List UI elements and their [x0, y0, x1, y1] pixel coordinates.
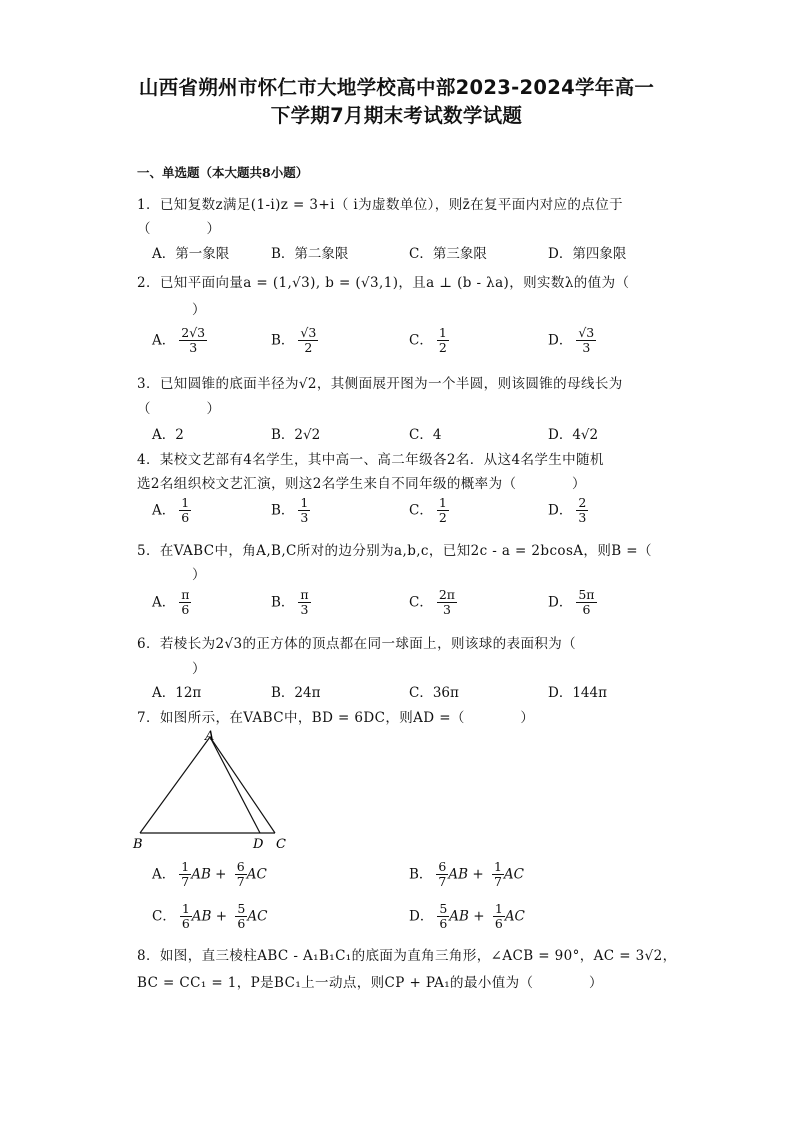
- option-b: B． $\frac{1}{3}$: [271, 495, 309, 526]
- option-a: A． $\frac{1}{7}$ AB + $\frac{6}{7}$ AC: [152, 859, 267, 890]
- option-a: A．12π: [152, 685, 202, 701]
- label-b: B: [133, 837, 143, 852]
- question-7: [137, 706, 534, 726]
- option-c: C．4: [409, 427, 442, 443]
- question-1-bracket: （ ）: [137, 221, 221, 237]
- option-a: A．2: [152, 427, 184, 443]
- option-a: A．第一象限: [152, 246, 230, 262]
- document-title-line2: 下学期7月期末考试数学试题: [270, 104, 523, 127]
- option-a: A． $\frac{1}{6}$: [152, 495, 190, 526]
- label-c: C: [276, 837, 286, 852]
- option-a: A． $\frac{\pi}{6}$: [152, 587, 190, 618]
- option-b: B． $\frac{6}{7}$ AB + $\frac{1}{7}$ AC: [409, 859, 524, 890]
- option-d: D． $\frac{5}{6}$ AB + $\frac{1}{6}$ AC: [409, 901, 525, 932]
- option-b: B．第二象限: [271, 246, 349, 262]
- section-heading: 一、单选题（本大题共8小题）: [137, 165, 309, 180]
- question-text: 已知平面向量a = (1,√3), b = (√3,1)，且a ⊥ (b - λa)，则实数λ的值为（: [159, 275, 630, 291]
- option-d: D．144π: [548, 685, 607, 701]
- question-text: 某校文艺部有4名学生，其中高一、高二年级各2名．从这4名学生中随机: [159, 452, 604, 468]
- option-b: B． $\frac{\pi}{3}$: [271, 587, 309, 618]
- question-number: 6．: [137, 636, 160, 652]
- option-a: A． $\frac{2√3}{3}$: [152, 325, 206, 356]
- question-text: 如图，直三棱柱ABC - A₁B₁C₁的底面为直角三角形，∠ACB = 90°，AC = 3√2，: [159, 948, 677, 964]
- label-a: A: [205, 729, 215, 744]
- option-d: D． $\frac{√3}{3}$: [548, 325, 595, 356]
- option-c: C．36π: [409, 685, 459, 701]
- question-number: 2．: [137, 275, 160, 291]
- option-d: D．第四象限: [548, 246, 627, 262]
- question-8-line2: BC = CC₁ = 1，P是BC₁上一动点，则CP + PA₁的最小值为（ ）: [137, 975, 603, 991]
- option-d: D．4√2: [548, 427, 599, 443]
- option-c: C． $\frac{1}{2}$: [409, 325, 447, 356]
- option-c: C． $\frac{1}{2}$: [409, 495, 447, 526]
- option-c: C．第三象限: [409, 246, 487, 262]
- question-number: 1．: [137, 197, 160, 213]
- question-1: [137, 193, 623, 213]
- question-text: 已知圆锥的底面半径为√2，其侧面展开图为一个半圆，则该圆锥的母线长为: [159, 376, 623, 392]
- question-6: [137, 632, 576, 652]
- option-c: C． $\frac{2\pi}{3}$: [409, 587, 456, 618]
- question-number: 8．: [137, 948, 160, 964]
- option-c: C． $\frac{1}{6}$ AB + $\frac{5}{6}$ AC: [152, 901, 268, 932]
- question-2: [137, 271, 629, 291]
- question-number: 3．: [137, 376, 160, 392]
- question-number: 7．: [137, 710, 160, 726]
- question-2-bracket: ）: [192, 302, 206, 318]
- option-b: B．24π: [271, 685, 321, 701]
- question-5: [137, 539, 652, 559]
- question-5-bracket: ）: [192, 567, 206, 583]
- question-4-line2: 选2名组织校文艺汇演，则这2名学生来自不同年级的概率为（ ）: [137, 476, 586, 492]
- option-b: B． $\frac{√3}{2}$: [271, 325, 317, 356]
- question-text: 已知复数z满足(1-i)z = 3+i（ i为虚数单位），则z̄在复平面内对应的点位于: [159, 197, 624, 213]
- option-b: B．2√2: [271, 427, 321, 443]
- option-d: D． $\frac{2}{3}$: [548, 495, 587, 526]
- segment-ad: [210, 737, 260, 833]
- question-8: [137, 944, 677, 964]
- side-ab: [140, 737, 210, 833]
- question-3: [137, 372, 623, 392]
- triangle-figure: [130, 728, 300, 852]
- question-4: [137, 448, 604, 468]
- document-title-line1: 山西省朔州市怀仁市大地学校高中部2023-2024学年高一: [138, 76, 655, 99]
- question-text: 如图所示，在VABC中，BD = 6DC，则AD =（ ）: [159, 710, 535, 726]
- question-text: 若棱长为2√3的正方体的顶点都在同一球面上，则该球的表面积为（: [159, 636, 577, 652]
- label-d: D: [253, 837, 264, 852]
- question-number: 4．: [137, 452, 160, 468]
- option-d: D． $\frac{5\pi}{6}$: [548, 587, 595, 618]
- question-3-bracket: （ ）: [137, 401, 221, 417]
- question-text: 在VABC中，角A,B,C所对的边分别为a,b,c，已知2c - a = 2bcosA，则B =（: [159, 543, 652, 559]
- question-6-bracket: ）: [192, 661, 206, 677]
- side-ac: [210, 737, 275, 833]
- question-number: 5．: [137, 543, 160, 559]
